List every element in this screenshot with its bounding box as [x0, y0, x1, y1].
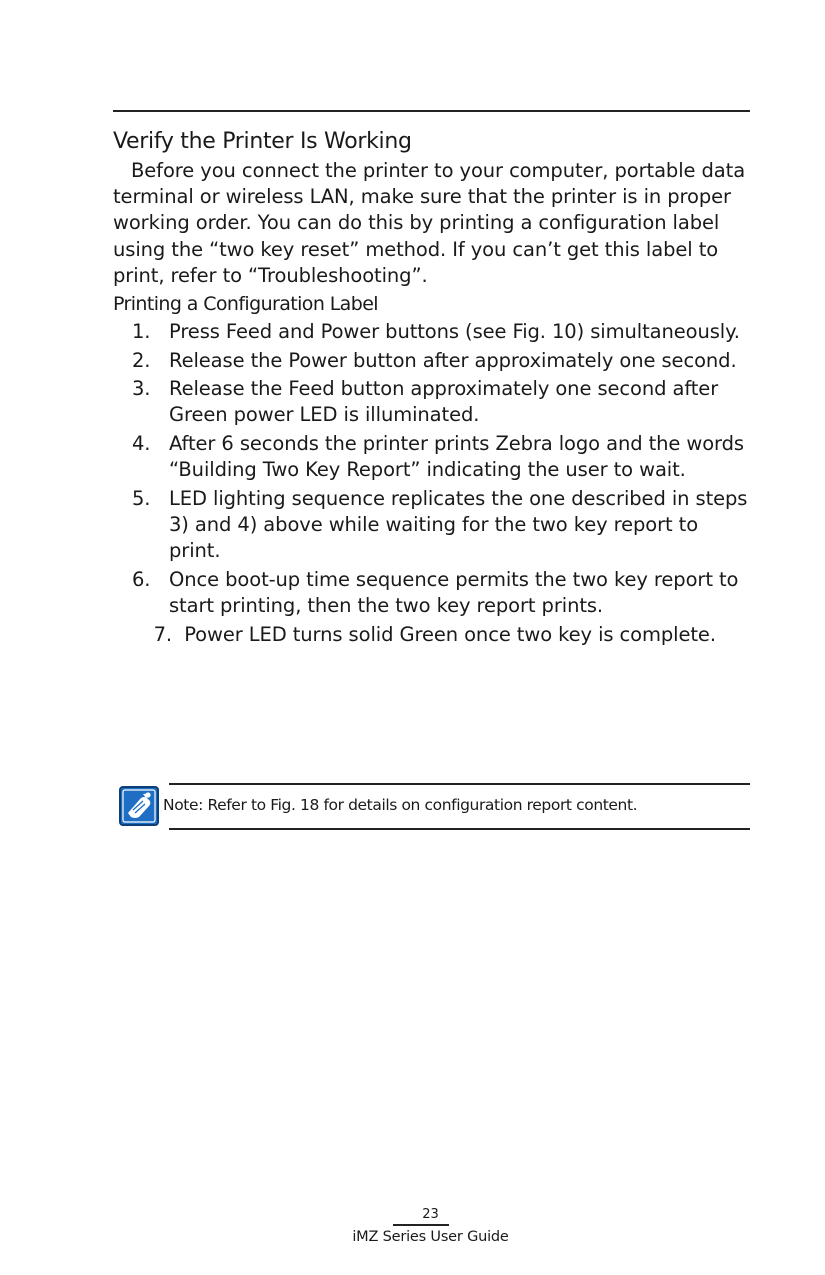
step-text: Press Feed and Power buttons (see Fig. 10) simultaneously.: [169, 320, 740, 344]
step-number: 6.: [132, 567, 151, 591]
step-text: LED lighting sequence replicates the one described in steps 3) and 4) above while waiting for the two key report to print.: [169, 486, 748, 563]
step-number: 7.: [153, 622, 172, 646]
note-rule-bottom: [169, 828, 750, 830]
note-rule-top: [169, 783, 750, 785]
step-number: 5.: [132, 486, 151, 510]
steps-list: [113, 319, 753, 619]
step-text: After 6 seconds the printer prints Zebra logo and the words “Building Two Key Report” indicating the user to wait.: [169, 432, 744, 482]
note-text: Note: Refer to Fig. 18 for details on configuration report content.: [163, 796, 638, 814]
step-text: Release the Feed button approximately one second after Green power LED is illuminated.: [169, 377, 719, 427]
list-item: [113, 319, 753, 345]
footer-title: iMZ Series User Guide: [352, 1229, 509, 1245]
step-text: Once boot-up time sequence permits the two key report to start printing, then the two key report prints.: [169, 567, 739, 617]
step-number: 3.: [132, 377, 151, 401]
list-item: [113, 486, 753, 565]
list-item: [113, 376, 753, 428]
step-number: 1.: [132, 320, 151, 344]
section-title: Verify the Printer Is Working: [113, 129, 412, 154]
page-number: 23: [422, 1207, 439, 1222]
step-number: 4.: [132, 432, 151, 455]
step-text: Power LED turns solid Green once two key is complete.: [184, 622, 716, 646]
list-item: [113, 567, 753, 619]
list-item: [113, 431, 753, 483]
page-content: [113, 126, 753, 648]
note-box: [118, 783, 750, 830]
step-text: Release the Power button after approximately one second.: [169, 348, 737, 372]
intro-paragraph: Before you connect the printer to your computer, portable data terminal or wireless LAN, make sure that the printer is in proper working order. You can do this by printing a configuration label using the “two key reset” method. If you can’t get this label to print, refer to “Troubleshooting”.: [113, 159, 746, 287]
note-hand-icon: [119, 786, 159, 826]
subsection-title: Printing a Configuration Label: [113, 293, 378, 316]
page-footer: [0, 1206, 825, 1248]
step-seven: [113, 622, 753, 648]
top-rule: [113, 110, 750, 112]
step-number: 2.: [132, 348, 151, 372]
list-item: [113, 348, 753, 374]
